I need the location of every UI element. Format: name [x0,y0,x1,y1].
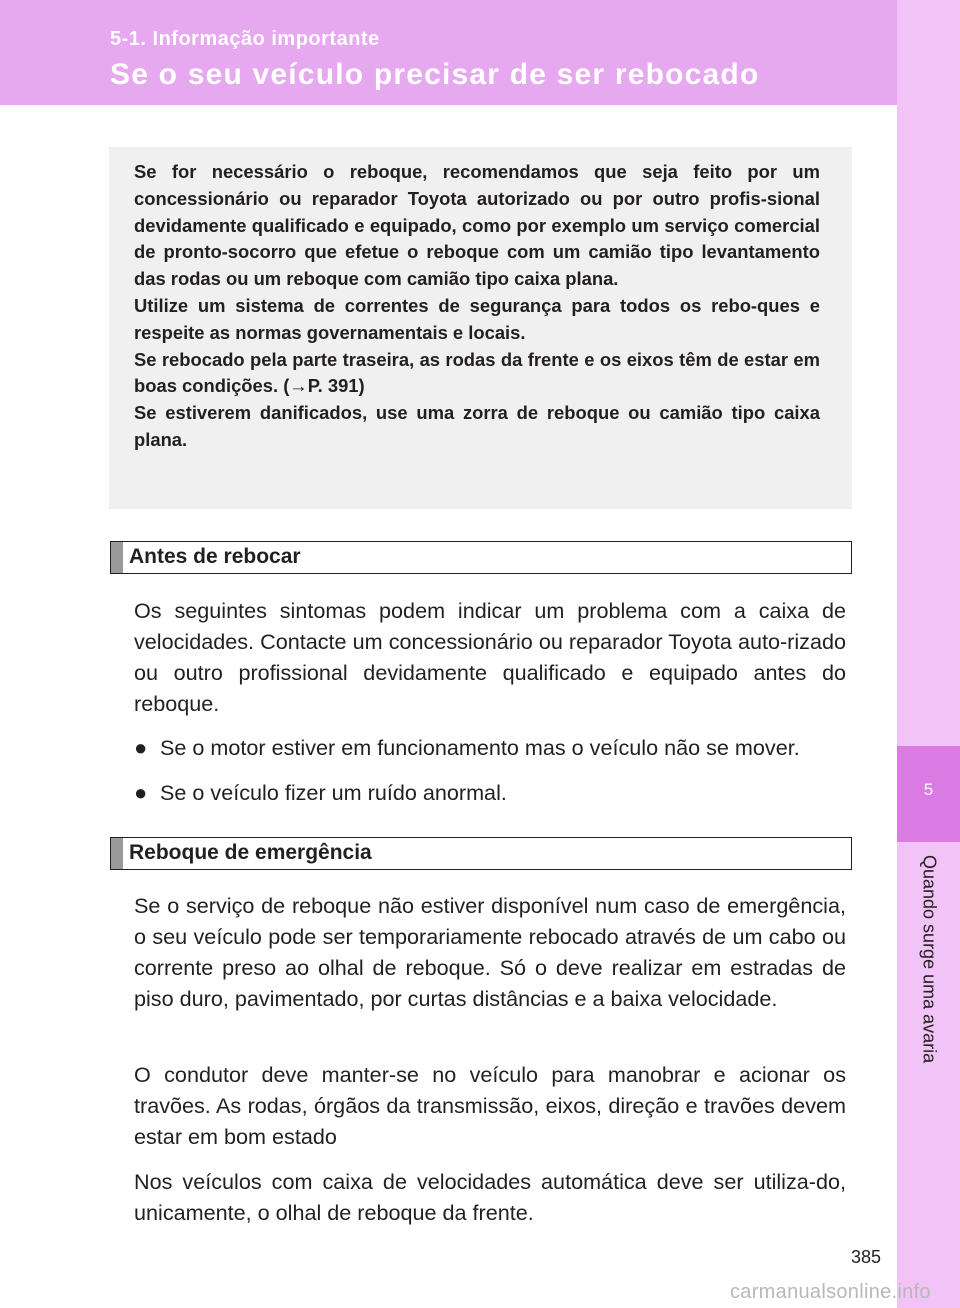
notice-text [134,159,820,454]
emergency-paragraph: Nos veículos com caixa de velocidades automática deve ser utiliza-do, unicamente, o olhal de reboque da frente. [134,1169,846,1225]
watermark: carmanualsonline.info [730,1281,931,1303]
bullet-icon: ● [134,735,148,760]
emergency-paragraph: Se o serviço de reboque não estiver disponível num caso de emergência, o seu veículo pode ser temporariamente rebocado através de um cabo ou corrente preso ao olhal de reboque. Só o deve realizar em estradas de piso duro, pavimentado, por curtas distâncias e a baixa velocidade. [134,893,846,1011]
section-label: 5-1. Informação importante [110,28,380,50]
list-item [134,777,846,808]
side-tab-number: 5 [923,780,934,799]
section-heading-before-towing [110,541,852,574]
section-heading-label: Reboque de emergência [129,841,372,864]
section-heading-label: Antes de rebocar [129,545,301,568]
page-number: 385 [851,1247,882,1267]
notice-paragraph: Se estiverem danificados, use uma zorra de reboque ou camião tipo caixa plana. [134,402,820,450]
notice-paragraph: Se rebocado pela parte traseira, as rodas da frente e os eixos têm de estar em boas condições. (→P. 391) [134,348,820,397]
heading-bar [111,838,123,869]
emergency-paragraph: O condutor deve manter-se no veículo para manobrar e acionar os travões. As rodas, órgãos da transmissão, eixos, direção e travões devem estar em bom estado [134,1062,846,1149]
notice-box [109,147,852,509]
notice-paragraph: Utilize um sistema de correntes de segurança para todos os rebo-ques e respeite as normas governamentais e locais. [134,294,820,343]
bullet-icon: ● [134,780,148,805]
side-tab-title: Quando surge uma avaria [919,855,940,1064]
heading-bar [111,542,123,573]
chapter-title: Se o seu veículo precisar de ser rebocado [110,58,760,91]
list-item-text: Se o veículo fizer um ruído anormal. [160,780,507,805]
before-towing-intro: Os seguintes sintomas podem indicar um problema com a caixa de velocidades. Contacte um concessionário ou reparador Toyota auto-rizado ou outro profissional devidamente qualificado e equipado antes do reboque. [134,598,846,716]
notice-paragraph: Se for necessário o reboque, recomendamos que seja feito por um concessionário ou reparador Toyota autorizado ou por outro profis-sional devidamente qualificado e equipado, como por exemplo um serviço comercial de pronto-socorro que efetue o reboque com um camião tipo levantamento das rodas ou um reboque com camião tipo caixa plana. [134,161,820,290]
list-item [134,732,846,763]
list-item-text: Se o motor estiver em funcionamento mas o veículo não se mover. [160,735,800,760]
side-tab [897,0,960,1308]
section-heading-emergency-towing [110,837,852,870]
